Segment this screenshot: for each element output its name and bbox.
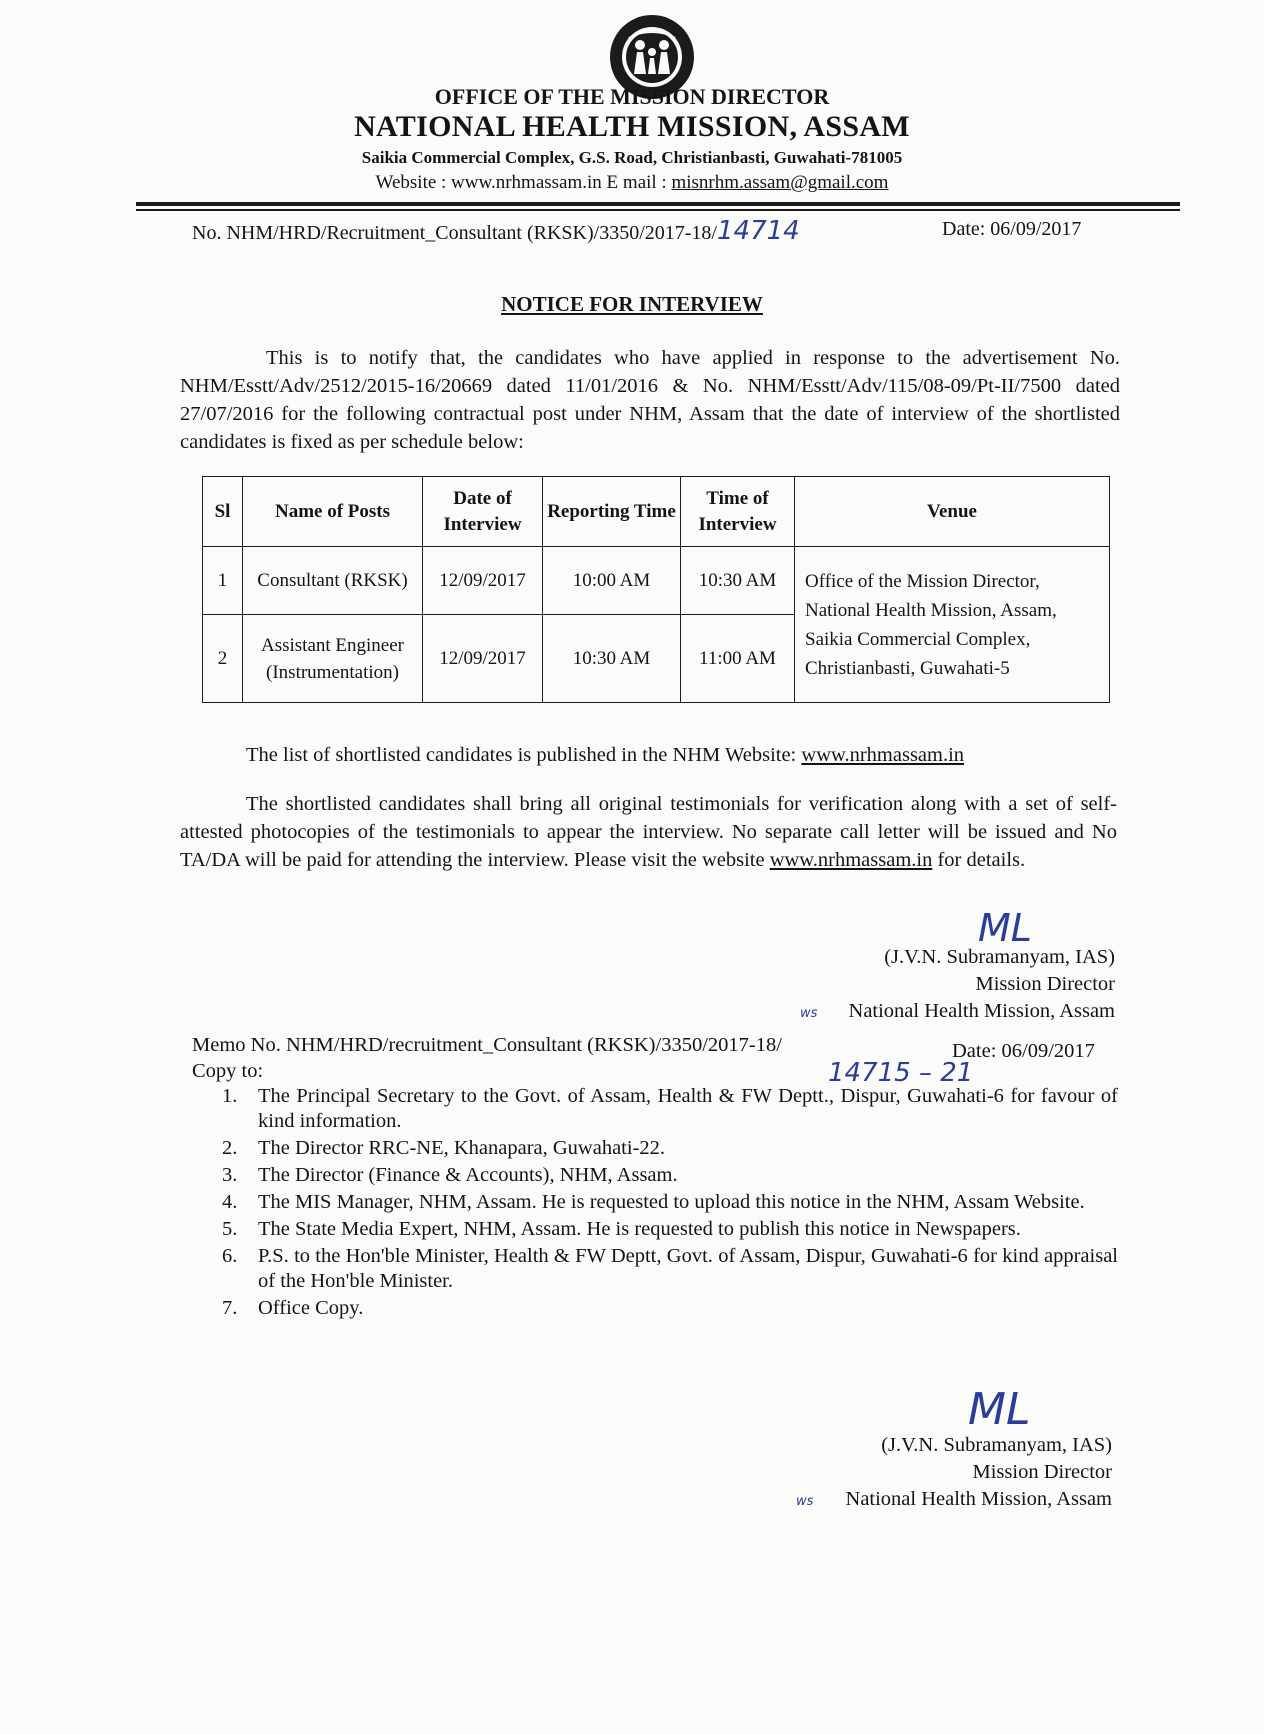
header-rule-thin — [136, 209, 1180, 211]
cell-post: Consultant (RKSK) — [243, 547, 423, 615]
header-post: Name of Posts — [243, 477, 423, 547]
header-reporting: Reporting Time — [543, 477, 681, 547]
address: Saikia Commercial Complex, G.S. Road, Christianbasti, Guwahati-781005 — [361, 148, 903, 167]
list-item: 5. The State Media Expert, NHM, Assam. He is requested to publish this notice in Newspapers. — [222, 1218, 1021, 1240]
cell-sl: 1 — [203, 547, 243, 615]
memo-date: Date: 06/09/2017 — [952, 1040, 1095, 1062]
website-link[interactable]: www.nrhmassam.in — [801, 744, 965, 766]
cell-post: Assistant Engineer (Instrumentation) — [243, 615, 423, 703]
cell-venue: Office of the Mission Director, National Health Mission, Assam, Saikia Commercial Complex, Christianbasti, Guwahati-5 — [795, 547, 1110, 703]
header-rule-thick — [136, 202, 1180, 206]
reference-date: Date: 06/09/2017 — [942, 218, 1082, 240]
handwritten-mark: ws — [796, 1494, 814, 1509]
signatory-designation: Mission Director — [972, 1461, 1112, 1483]
cell-date: 12/09/2017 — [423, 547, 543, 615]
header-venue: Venue — [795, 477, 1110, 547]
signatory-name: (J.V.N. Subramanyam, IAS) — [884, 946, 1115, 968]
website-text: Website : www.nrhmassam.in E mail : — [375, 172, 672, 193]
handwritten-mark: ws — [800, 1006, 818, 1021]
header-date: Date of Interview — [423, 477, 543, 547]
cell-date: 12/09/2017 — [423, 615, 543, 703]
intro-paragraph: This is to notify that, the candidates who have applied in response to the advertisement No. NHM/Esstt/Adv/2512/2015-16/20669 dated 11/01/2016 & No. NHM/Esstt/Adv/115/08-09/Pt-II/7500 dated 27/07/2016 for the following contractual post under NHM, Assam that the date of interview of the shortlisted candidates is fixed as per schedule below: — [180, 347, 1120, 453]
interview-schedule-table — [202, 476, 1110, 703]
copy-to-label: Copy to: — [192, 1060, 264, 1082]
website-link[interactable]: www.nrhmassam.in — [769, 849, 933, 871]
header-sl: Sl — [203, 477, 243, 547]
reference-number: No. NHM/HRD/Recruitment_Consultant (RKSK)/3350/2017-18/14714 — [192, 216, 800, 246]
cell-interview-time: 11:00 AM — [681, 615, 795, 703]
shortlist-note: The list of shortlisted candidates is published in the NHM Website: www.nrhmassam.in — [246, 744, 965, 766]
signature-initials: ML — [978, 906, 1032, 950]
header-interview-time: Time of Interview — [681, 477, 795, 547]
list-item: 1. The Principal Secretary to the Govt. of Assam, Health & FW Deptt., Dispur, Guwahati-6 for favour of kind information. — [222, 1085, 1118, 1132]
signatory-designation: Mission Director — [975, 973, 1115, 995]
cell-reporting: 10:30 AM — [543, 615, 681, 703]
instructions-paragraph: The shortlisted candidates shall bring all original testimonials for verification along with a set of self-attested photocopies of the testimonials to appear the interview. No separate call letter will be issued and No TA/DA will be paid for attending the interview. Please visit the website www.nrhmassam.in for details. — [180, 793, 1117, 871]
table-header-row — [203, 477, 1110, 547]
cell-interview-time: 10:30 AM — [681, 547, 795, 615]
signatory-org: National Health Mission, Assam — [845, 1488, 1112, 1510]
cell-sl: 2 — [203, 615, 243, 703]
list-item: 4. The MIS Manager, NHM, Assam. He is requested to upload this notice in the NHM, Assam Website. — [222, 1191, 1085, 1213]
contact-line — [0, 172, 1264, 194]
signature-initials: ML — [968, 1384, 1031, 1435]
organization-name: NATIONAL HEALTH MISSION, ASSAM — [354, 110, 910, 143]
list-item: 7. Office Copy. — [222, 1297, 364, 1319]
signatory-name: (J.V.N. Subramanyam, IAS) — [881, 1434, 1112, 1456]
memo-number: Memo No. NHM/HRD/recruitment_Consultant (RKSK)/3350/2017-18/ — [192, 1034, 782, 1056]
table-row — [203, 547, 1110, 615]
office-line: OFFICE OF THE MISSION DIRECTOR — [434, 84, 830, 109]
notice-title: NOTICE FOR INTERVIEW — [501, 292, 763, 316]
handwritten-memo-number: 14715 – 21 — [828, 1058, 974, 1088]
list-item: 2. The Director RRC-NE, Khanapara, Guwahati-22. — [222, 1137, 666, 1159]
list-item: 3. The Director (Finance & Accounts), NHM, Assam. — [222, 1164, 678, 1186]
signatory-org: National Health Mission, Assam — [848, 1000, 1115, 1022]
copy-list — [222, 1084, 1118, 1323]
handwritten-reference: 14714 — [716, 216, 800, 246]
email-link[interactable]: misnrhm.assam@gmail.com — [671, 172, 889, 193]
cell-reporting: 10:00 AM — [543, 547, 681, 615]
list-item: 6. P.S. to the Hon'ble Minister, Health & FW Deptt, Govt. of Assam, Dispur, Guwahati-6 for kind appraisal of the Hon'ble Minister. — [222, 1245, 1118, 1292]
